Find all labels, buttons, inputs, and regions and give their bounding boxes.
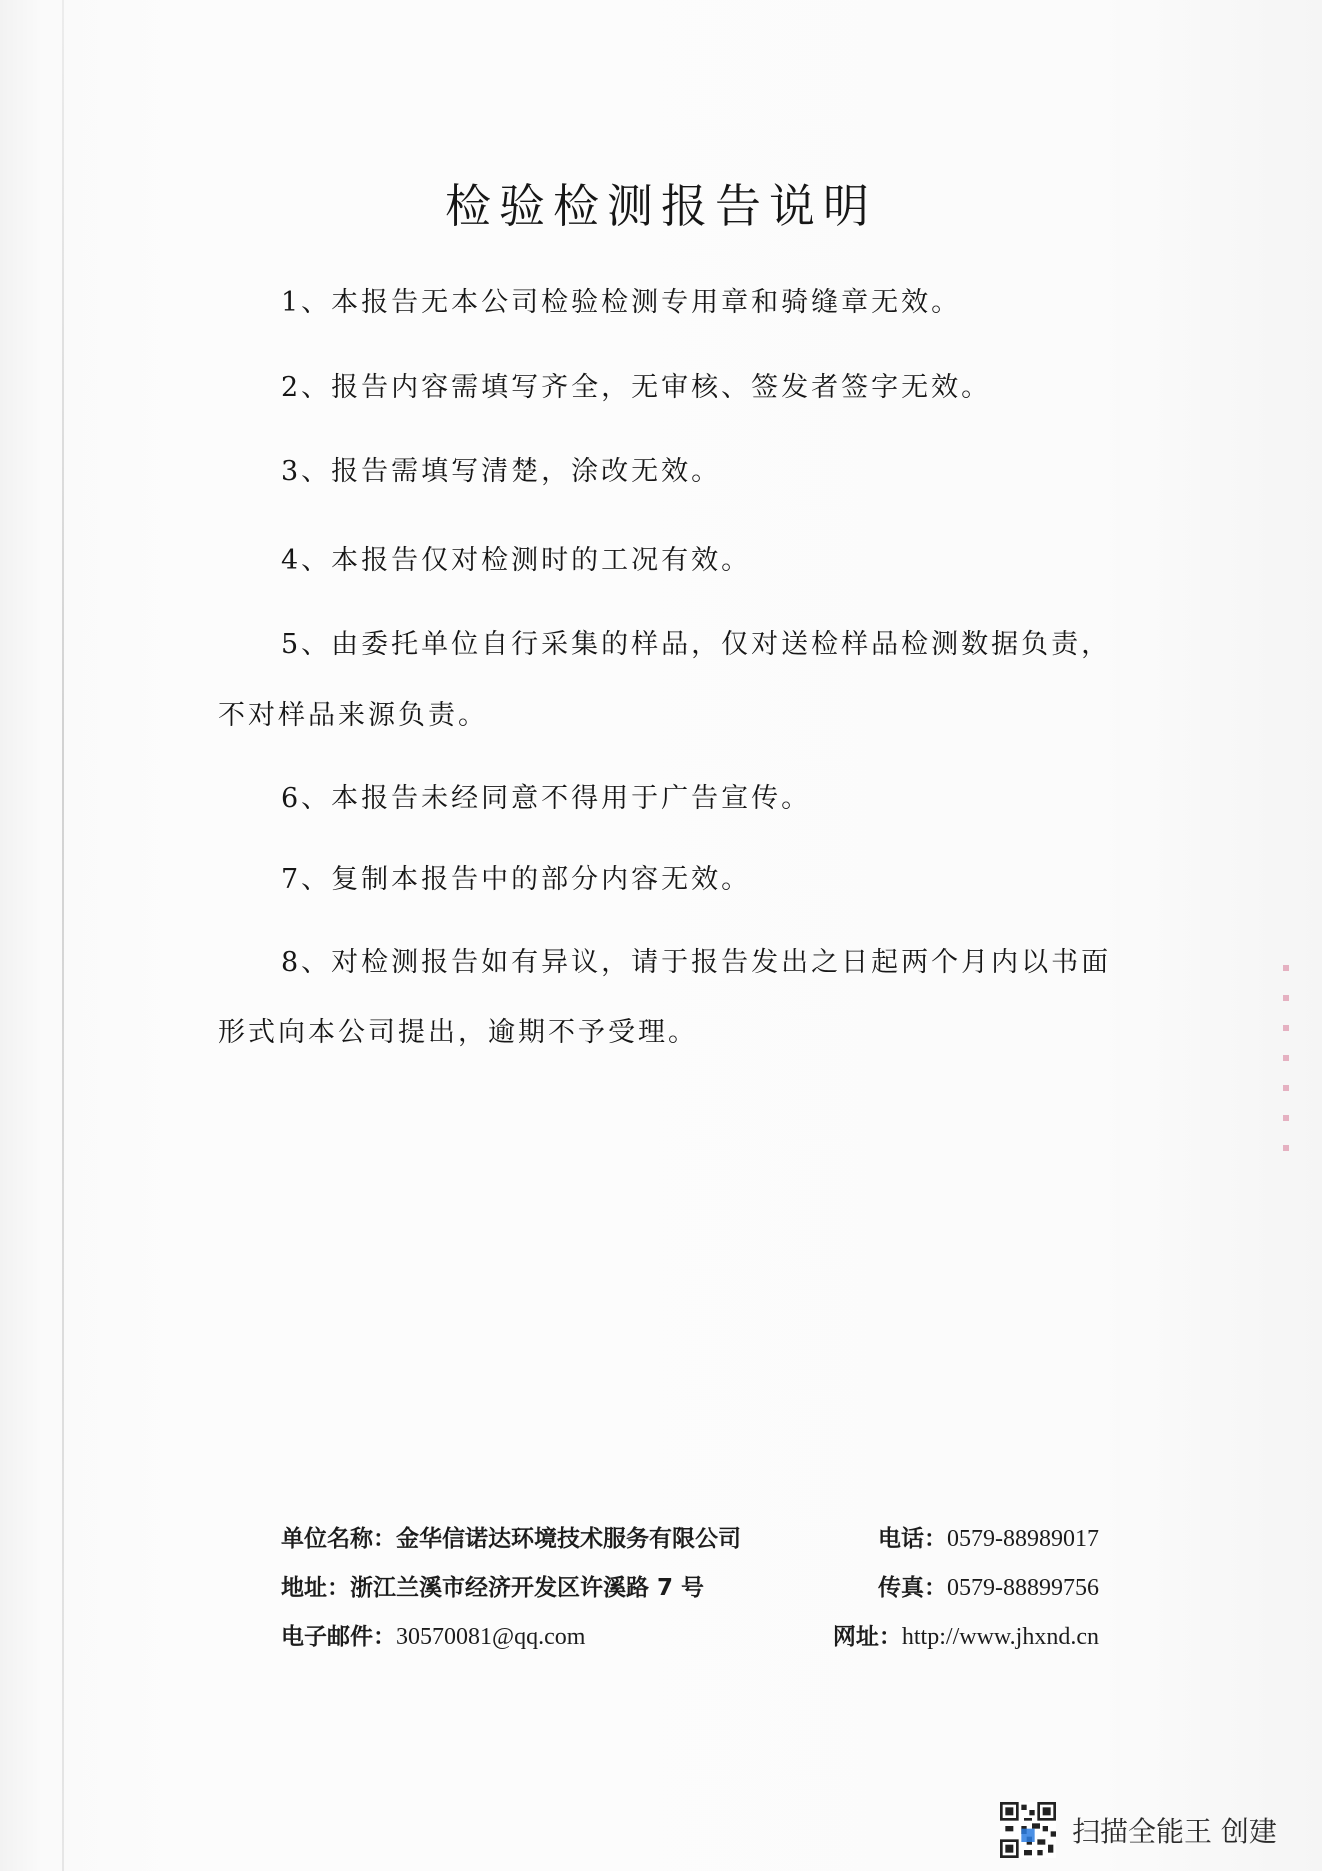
fax-label: 传真： [878,1575,947,1601]
clause-1: 1、本报告无本公司检验检测专用章和骑缝章无效。 [281,287,962,318]
clause-2: 2、报告内容需填写齐全，无审核、签发者签字无效。 [281,372,992,403]
address-value: 浙江兰溪市经济开发区许溪路 7 号 [350,1575,705,1601]
footer-email [281,1618,585,1651]
email-value: 30570081@qq.com [396,1624,586,1650]
unit-label: 单位名称： [281,1526,396,1552]
address-label: 地址： [281,1575,350,1601]
document-title: 检验检测报告说明 [445,179,877,233]
phone-value: 0579-88989017 [947,1526,1099,1552]
clause-8-continuation: 形式向本公司提出，逾期不予受理。 [218,1017,698,1048]
clause-4: 4、本报告仅对检测时的工况有效。 [281,545,752,576]
footer-fax [878,1569,1099,1602]
email-label: 电子邮件： [281,1624,396,1650]
clause-7: 7、复制本报告中的部分内容无效。 [281,864,752,895]
qr-code-icon [1000,1802,1056,1858]
fax-value: 0579-88899756 [947,1575,1099,1601]
clause-5: 5、由委托单位自行采集的样品，仅对送检样品检测数据负责， [281,629,1112,660]
footer-address [281,1569,704,1602]
watermark-text: 扫描全能王 创建 [1072,1815,1277,1848]
scanner-watermark [1000,1800,1310,1862]
seal-edge-mark [1283,965,1289,1155]
clause-6: 6、本报告未经同意不得用于广告宣传。 [281,783,812,814]
website-value: http://www.jhxnd.cn [901,1624,1099,1650]
clause-8: 8、对检测报告如有异议，请于报告发出之日起两个月内以书面 [281,947,1112,978]
fold-line [62,0,64,1871]
website-label: 网址： [832,1624,902,1650]
clause-5-continuation: 不对样品来源负责。 [218,700,488,731]
clause-3: 3、报告需填写清楚，涂改无效。 [281,456,722,487]
footer-unit [281,1520,741,1553]
phone-label: 电话： [878,1526,947,1552]
unit-value: 金华信诺达环境技术服务有限公司 [396,1526,741,1552]
footer-phone [878,1520,1099,1553]
footer-website [833,1618,1099,1651]
